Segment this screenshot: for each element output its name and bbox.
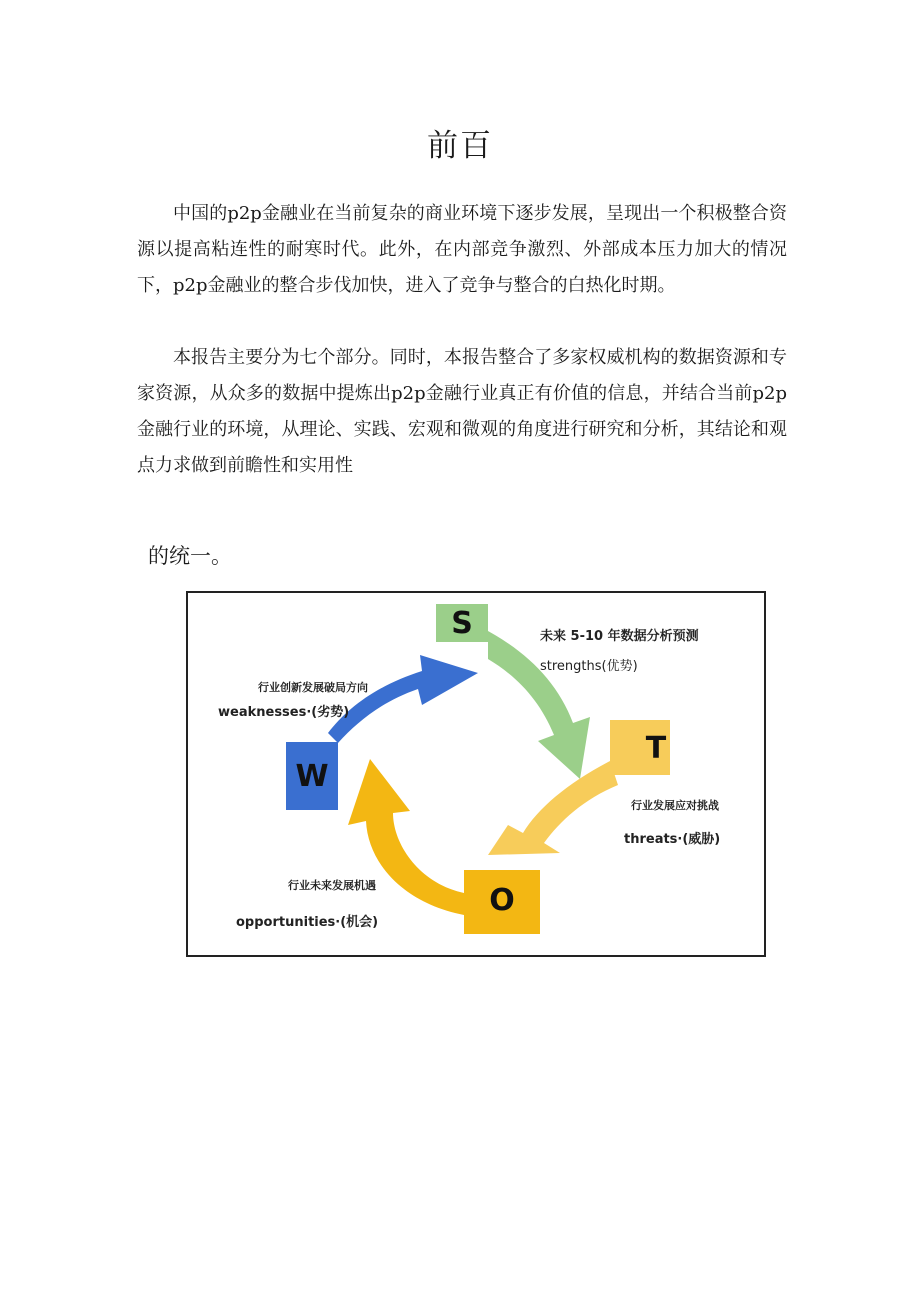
weaknesses-subtitle: weaknesses·(劣势): [218, 705, 350, 720]
arrow-s-to-t: [488, 631, 590, 779]
opportunities-title: 行业未来发展机遇: [288, 879, 376, 892]
threats-subtitle: threats·(威胁): [624, 832, 721, 847]
arrow-t-to-o: [488, 761, 618, 855]
swot-letter-w: W: [295, 759, 329, 794]
strengths-subtitle: strengths(优势): [540, 659, 638, 674]
report-structure-paragraph: 本报告主要分为七个部分。同时，本报告整合了多家权威机构的数据资源和专家资源，从众多的数据中提炼出p2p金融行业真正有价值的信息，并结合当前p2p金融行业的环境，从理论、实践、宏观和微观的角度进行研究和分析，其结论和观点力求做到前瞻性和实用性: [137, 347, 787, 476]
page-title: 前百: [427, 128, 493, 164]
strengths-title: 未来 5-10 年数据分析预测: [540, 629, 699, 644]
swot-letter-s: S: [451, 606, 473, 641]
swot-letter-t: T: [645, 731, 667, 766]
intro-paragraph: 中国的p2p金融业在当前复杂的商业环境下逐步发展，呈现出一个积极整合资源以提高粘连性的耐寒时代。此外，在内部竞争激烈、外部成本压力加大的情况下，p2p金融业的整合步伐加快，进入了竞争与整合的白热化时期。: [137, 203, 787, 296]
threats-title: 行业发展应对挑战: [631, 799, 719, 812]
arrow-w-to-s: [328, 655, 478, 743]
opportunities-subtitle: opportunities·(机会): [236, 915, 379, 930]
swot-letter-o: O: [489, 883, 515, 918]
weaknesses-title: 行业创新发展破局方向: [258, 681, 368, 694]
paragraph-tail: 的统一。: [148, 544, 232, 568]
swot-diagram: [186, 591, 766, 957]
